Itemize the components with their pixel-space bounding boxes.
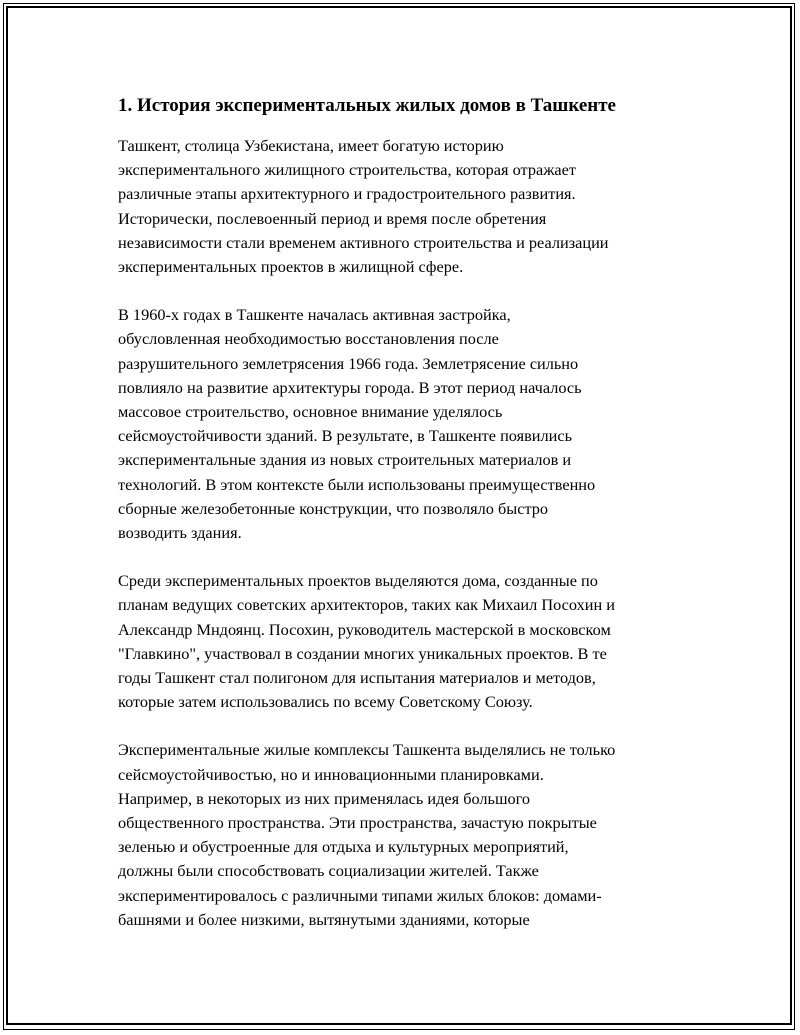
text-line: технологий. В этом контексте были использованы преимущественно: [118, 474, 596, 494]
text-line: общественного пространства. Эти пространства, зачастую покрытые: [118, 813, 597, 833]
text-line: В 1960-х годах в Ташкенте началась активная застройка,: [118, 305, 511, 325]
text-line: разрушительного землетрясения 1966 года. Землетрясение сильно: [118, 353, 579, 373]
text-line: башнями и более низкими, вытянутыми зданиями, которые: [118, 909, 530, 929]
text-line: экспериментального жилищного строительства, которая отражает: [118, 160, 577, 180]
text-line: независимости стали временем активного строительства и реализации: [118, 232, 609, 252]
text-line: различные этапы архитектурного и градостроительного развития.: [118, 184, 576, 204]
text-line: сейсмоустойчивости зданий. В результате, в Ташкенте появились: [118, 426, 572, 446]
text-line: экспериментальных проектов в жилищной сфере.: [118, 257, 464, 277]
text-line: Например, в некоторых из них применялась идея большого: [118, 788, 531, 808]
text-line: экспериментировалось с различными типами жилых блоков: домами-: [118, 885, 602, 905]
text-line: возводить здания.: [118, 523, 242, 543]
text-line: Исторически, послевоенный период и время после обретения: [118, 208, 547, 228]
text-line: Ташкент, столица Узбекистана, имеет богатую историю: [118, 136, 504, 155]
text-line: Александр Мндоянц. Посохин, руководитель мастерской в московском: [118, 619, 611, 639]
text-line: должны были способствовать социализации жителей. Также: [118, 861, 539, 881]
text-line: Экспериментальные жилые комплексы Ташкента выделялись не только: [118, 740, 616, 760]
section-title: 1. История экспериментальных жилых домов в Ташкенте: [118, 95, 616, 116]
paragraph-3: [118, 569, 698, 714]
paragraph-1: [118, 134, 698, 279]
document-body: [118, 94, 698, 956]
text-line: планам ведущих советских архитекторов, таких как Михаил Посохин и: [118, 595, 615, 615]
text-line: зеленью и обустроенные для отдыха и культурных мероприятий,: [118, 837, 569, 857]
text-line: повлияло на развитие архитектуры города. В этот период началось: [118, 377, 582, 397]
text-line: сейсмоустойчивостью, но и инновационными планировками.: [118, 764, 544, 784]
text-line: Среди экспериментальных проектов выделяются дома, созданные по: [118, 571, 598, 591]
text-line: сборные железобетонные конструкции, что позволяло быстро: [118, 498, 549, 518]
text-line: годы Ташкент стал полигоном для испытания материалов и методов,: [118, 668, 596, 688]
paragraph-4: [118, 738, 698, 932]
paragraph-2: [118, 303, 698, 545]
text-line: обусловленная необходимостью восстановления после: [118, 329, 499, 349]
text-line: "Главкино", участвовал в создании многих уникальных проектов. В те: [118, 643, 607, 663]
text-line: которые затем использовались по всему Советскому Союзу.: [118, 692, 533, 712]
text-line: массовое строительство, основное внимание уделялось: [118, 402, 503, 422]
text-line: экспериментальные здания из новых строительных материалов и: [118, 450, 572, 470]
